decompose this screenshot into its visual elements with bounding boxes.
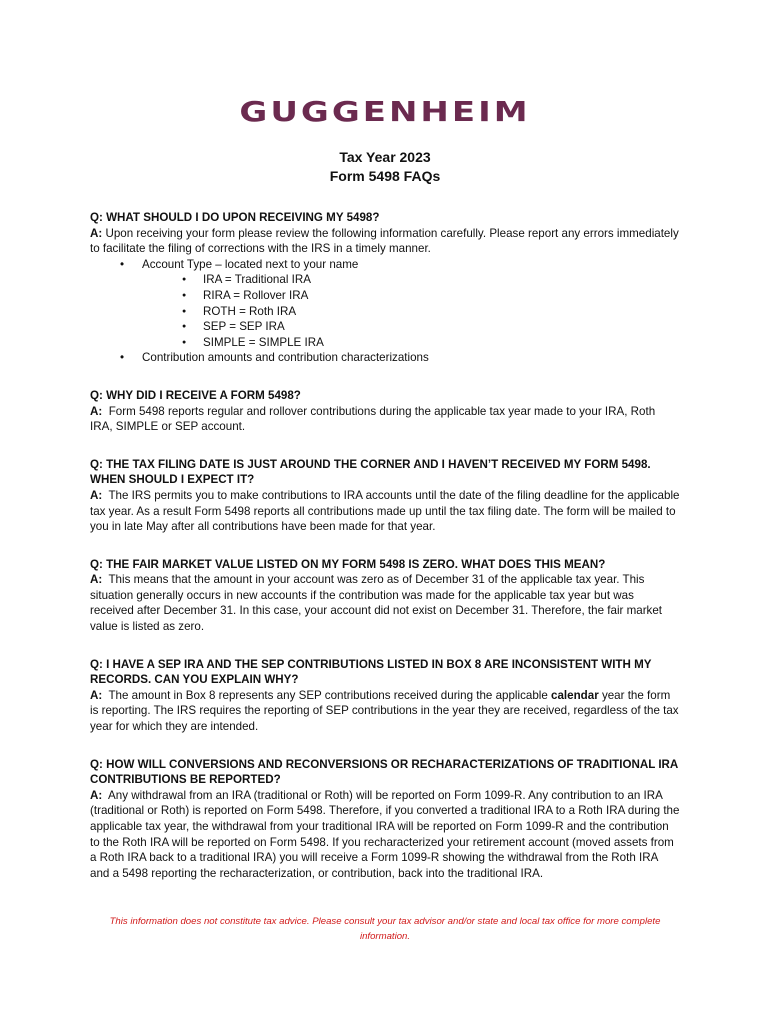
sub-list <box>142 272 680 350</box>
faq-item-1 <box>90 210 680 366</box>
answer-text: year the form is reporting. The IRS requires the reporting of SEP contributions in the year they are received, regardless of the tax year for which they are intended. <box>90 688 679 734</box>
bullet-text: Account Type – located next to your name <box>142 257 359 271</box>
answer-label: A: <box>90 788 103 802</box>
disclaimer: This information does not constitute tax advice. Please consult your tax advisor and/or state and local tax office for more complete information. <box>109 916 661 942</box>
answer-label: A: <box>90 688 103 702</box>
list-item: ● RIRA = Rollover IRA <box>90 288 680 304</box>
faq-answer <box>90 572 680 634</box>
faq-question: Q: THE FAIR MARKET VALUE LISTED ON MY FORM 5498 IS ZERO. WHAT DOES THIS MEAN? <box>90 557 606 571</box>
bullet-list <box>90 257 680 366</box>
title-form-faqs: Form 5498 FAQs <box>329 168 441 184</box>
faq-question: Q: HOW WILL CONVERSIONS AND RECONVERSIONS OR RECHARACTERIZATIONS OF TRADITIONAL IRA CONTRIBUTIONS BE REPORTED? <box>90 757 678 787</box>
answer-text: Any withdrawal from an IRA (traditional or Roth) will be reported on Form 1099-R. Any contribution to an IRA (traditional or Roth) is reported on Form 5498. Therefore, if you converted a traditional IRA to a Roth IRA during the applicable tax year, the withdrawal from your traditional IRA will be reported on Form 1099-R and the contribution to the Roth IRA will be reported on Form 5498. If you recharacterized your retirement account (moved assets from a Roth IRA back to a traditional IRA) you will receive a Form 1099-R showing the withdrawal from the Roth IRA and a 5498 reporting the recharacterization, or contribution, back into the traditional IRA. <box>90 788 680 880</box>
faq-item-5 <box>90 657 680 735</box>
list-item: • Contribution amounts and contribution characterizations <box>90 350 680 366</box>
faq-question: Q: WHY DID I RECEIVE A FORM 5498? <box>90 388 301 402</box>
faq-question: Q: I HAVE A SEP IRA AND THE SEP CONTRIBUTIONS LISTED IN BOX 8 ARE INCONSISTENT WITH MY RECORDS. CAN YOU EXPLAIN WHY? <box>90 657 652 687</box>
faq-answer <box>90 788 680 882</box>
faq-answer <box>90 688 680 735</box>
answer-text: The IRS permits you to make contributions to IRA accounts until the date of the filing deadline for the applicable tax year. As a result Form 5498 reports all contributions made up until the tax filing date. The form will be mailed to you in late May after all contributions have been made for that year. <box>90 488 680 534</box>
answer-text: Form 5498 reports regular and rollover contributions during the applicable tax year made to your IRA, Roth IRA, SIMPLE or SEP account. <box>90 404 656 434</box>
answer-label: A: <box>90 226 103 240</box>
faq-answer <box>90 404 680 435</box>
list-item <box>90 257 680 351</box>
faq-item-6 <box>90 757 680 882</box>
list-item: ● SEP = SEP IRA <box>90 319 680 335</box>
company-logo: GUGGENHEIM <box>239 95 531 129</box>
faq-answer <box>90 488 680 535</box>
page-title <box>0 148 770 186</box>
answer-text: This means that the amount in your account was zero as of December 31 of the applicable tax year. This situation generally occurs in new accounts if the contribution was made for the applicable tax year but was received after December 31. In this case, your account did not exist on December 31. Therefore, the fair market value is listed as zero. <box>90 573 663 634</box>
list-item: ● SIMPLE = SIMPLE IRA <box>90 335 680 351</box>
list-item: ● ROTH = Roth IRA <box>90 304 680 320</box>
faq-answer <box>90 226 680 257</box>
faq-item-3 <box>90 457 680 535</box>
answer-text: Upon receiving your form please review the following information carefully. Please report any errors immediately to facilitate the filing of corrections with the IRS in a timely manner. <box>90 226 679 256</box>
answer-label: A: <box>90 404 103 418</box>
faq-item-2 <box>90 388 680 435</box>
list-item: ● IRA = Traditional IRA <box>90 272 680 288</box>
faq-question: Q: THE TAX FILING DATE IS JUST AROUND THE CORNER AND I HAVEN’T RECEIVED MY FORM 5498. WHEN SHOULD I EXPECT IT? <box>90 457 651 487</box>
answer-emphasis: calendar <box>551 688 599 702</box>
title-tax-year: Tax Year 2023 <box>339 149 431 165</box>
answer-label: A: <box>90 573 103 587</box>
answer-text: The amount in Box 8 represents any SEP contributions received during the applicable <box>108 688 552 702</box>
faq-item-4 <box>90 557 680 635</box>
faq-content <box>90 210 680 903</box>
answer-label: A: <box>90 488 103 502</box>
faq-question: Q: WHAT SHOULD I DO UPON RECEIVING MY 5498? <box>90 211 380 224</box>
